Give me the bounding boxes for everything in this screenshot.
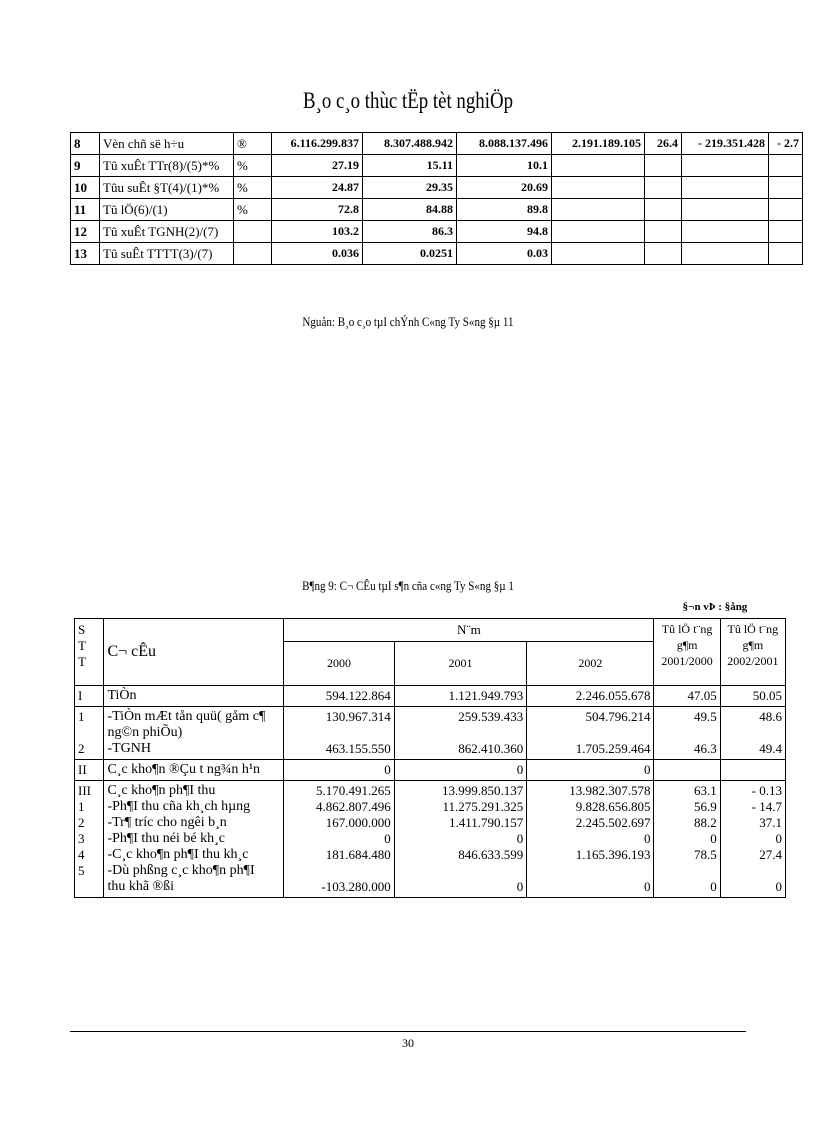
- table1-cell-v1: 27.19: [272, 155, 363, 177]
- cell-line: 27.4: [759, 847, 782, 862]
- cell-line: C¸c kho¶n ph¶I thu: [107, 783, 216, 798]
- table1-cell-v7: [769, 199, 803, 221]
- table-row: [71, 155, 803, 177]
- table2-header-row-1: [75, 619, 786, 642]
- cell-line: 862.410.360: [458, 741, 524, 756]
- growth1-header-line: Tû lÖ t¨ng: [661, 622, 713, 636]
- table1-cell-name: Tû xuÊt TGNH(2)/(7): [100, 221, 234, 243]
- table1-cell-v3: 20.69: [457, 177, 552, 199]
- table2-cell-g1: [654, 781, 720, 898]
- table1-cell-v2: 29.35: [363, 177, 457, 199]
- cell-line: 2: [78, 741, 85, 756]
- table1-cell-v1: 0.036: [272, 243, 363, 265]
- cell-line: [287, 725, 390, 741]
- table-row: [71, 221, 803, 243]
- table1-cell-v6: [682, 221, 769, 243]
- cell-line: [657, 725, 716, 741]
- cell-line: 4.862.807.496: [315, 799, 391, 814]
- cell-line: 13.982.307.578: [569, 783, 651, 798]
- cell-line: 1: [78, 799, 85, 814]
- cell-line: 2: [78, 815, 85, 830]
- table1-cell-v2: 15.11: [363, 155, 457, 177]
- cell-line: 594.122.864: [325, 688, 391, 703]
- table2-cell-y1: [284, 686, 394, 707]
- table1-cell-v4: [552, 221, 645, 243]
- stt-header-line: T: [78, 654, 86, 669]
- table1-cell-v3: 94.8: [457, 221, 552, 243]
- cell-line: 5: [78, 863, 85, 878]
- table1-cell-v7: [769, 221, 803, 243]
- table2-cell-name: [104, 781, 284, 898]
- cell-line: 0: [516, 831, 524, 846]
- indicator-table-body: [71, 133, 803, 265]
- cell-line: [724, 725, 782, 741]
- table2-cell-y3: [527, 686, 654, 707]
- table2-cell-stt: [75, 781, 104, 898]
- table1-cell-v4: [552, 199, 645, 221]
- cell-line: -103.280.000: [321, 879, 391, 894]
- cell-line: 78.5: [693, 847, 717, 862]
- table1-cell-v6: [682, 177, 769, 199]
- cell-line: 0: [775, 831, 782, 846]
- cell-line: 0: [516, 762, 524, 777]
- cell-line: 181.684.480: [325, 847, 391, 862]
- table2-cell-y3: [527, 760, 654, 781]
- cell-line: 2.245.502.697: [575, 815, 651, 830]
- table1-cell-v5: [645, 155, 682, 177]
- table2-cell-g2: [720, 760, 785, 781]
- stt-header-line: S: [78, 622, 86, 637]
- table1-cell-unit: ®: [234, 133, 272, 155]
- table1-cell-name: Vèn chñ së h÷u: [100, 133, 234, 155]
- cell-line: [657, 762, 716, 778]
- cell-line: 49.4: [759, 741, 782, 756]
- table-row: [71, 243, 803, 265]
- table1-cell-v4: [552, 155, 645, 177]
- cell-line: -Ph¶I thu néi bé kh¸c: [107, 831, 225, 846]
- table-row: [71, 199, 803, 221]
- cell-line: 1: [78, 709, 85, 724]
- cell-line: 88.2: [693, 815, 717, 830]
- cell-line: 463.155.550: [325, 741, 391, 756]
- page-number: 30: [402, 1036, 414, 1050]
- footer-divider: [70, 1031, 746, 1032]
- cell-line: [530, 863, 650, 879]
- cell-line: 0: [710, 831, 717, 846]
- cell-line: 63.1: [693, 783, 717, 798]
- table2-cell-name: [104, 686, 284, 707]
- table-row: [71, 133, 803, 155]
- year1-header: 2000: [284, 642, 394, 686]
- table2-cell-g1: [654, 686, 720, 707]
- growth2-header-line: Tû lÖ t¨ng: [727, 622, 779, 636]
- table1-cell-v4: [552, 177, 645, 199]
- table2-cell-y1: [284, 760, 394, 781]
- cell-line: 37.1: [759, 815, 782, 830]
- cell-line: 2.246.055.678: [575, 688, 651, 703]
- table1-cell-v1: 6.116.299.837: [272, 133, 363, 155]
- table2-cell-g2: [720, 781, 785, 898]
- table1-cell-v6: - 219.351.428: [682, 133, 769, 155]
- stt-header: [75, 619, 104, 686]
- unit-note: §¬n vÞ : §ång: [682, 601, 748, 613]
- asset-structure-table-body: [75, 619, 786, 898]
- table1-cell-v3: 8.088.137.496: [457, 133, 552, 155]
- cell-line: - 0.13: [751, 783, 782, 798]
- cell-line: -Dù phßng c¸c kho¶n ph¶I: [107, 863, 255, 878]
- table1-cell-name: Tû xuÊt TTr(8)/(5)*%: [100, 155, 234, 177]
- table-row: [75, 707, 786, 760]
- years-group-header: N¨m: [284, 619, 654, 642]
- cell-line: 0: [643, 762, 651, 777]
- cell-line: 1.121.949.793: [448, 688, 524, 703]
- cell-line: [724, 863, 782, 879]
- table1-cell-v7: - 2.7: [769, 133, 803, 155]
- table1-cell-idx: 9: [71, 155, 100, 177]
- table2-cell-y3: [527, 781, 654, 898]
- table1-cell-v6: [682, 199, 769, 221]
- cell-line: 0: [384, 831, 391, 846]
- cell-line: -Tr¶ tríc cho ngêi b¸n: [107, 815, 227, 830]
- cell-line: [78, 879, 100, 895]
- growth1-header-line: g¶m: [676, 638, 698, 652]
- table1-cell-v5: [645, 177, 682, 199]
- table2-cell-name: [104, 707, 284, 760]
- cell-line: 1.165.396.193: [575, 847, 651, 862]
- table2-cell-y2: [394, 686, 527, 707]
- cell-line: [530, 725, 650, 741]
- table1-cell-name: Tû lÖ(6)/(1): [100, 199, 234, 221]
- table2-caption: B¶ng 9: C¬ CÊu tµI s¶n cña c«ng Ty S«ng §µ 1: [302, 578, 514, 593]
- cell-line: 4: [78, 847, 85, 862]
- cell-line: -C¸c kho¶n ph¶I thu kh¸c: [107, 847, 249, 862]
- cell-line: 11.275.291.325: [442, 799, 524, 814]
- table2-cell-y2: [394, 781, 527, 898]
- table1-cell-v6: [682, 155, 769, 177]
- cell-line: 0: [643, 879, 651, 894]
- cell-line: 49.5: [693, 709, 717, 724]
- growth1-header-line: 2001/2000: [661, 654, 713, 668]
- table2-cell-stt: [75, 760, 104, 781]
- cell-line: 56.9: [693, 799, 717, 814]
- growth1-header: [654, 619, 720, 686]
- cell-line: TiÒn: [107, 688, 137, 703]
- table1-cell-idx: 11: [71, 199, 100, 221]
- table1-cell-v3: 10.1: [457, 155, 552, 177]
- cell-line: 48.6: [759, 709, 782, 724]
- table2-cell-g1: [654, 760, 720, 781]
- table1-cell-unit: %: [234, 177, 272, 199]
- table2-cell-y1: [284, 781, 394, 898]
- table-row: [75, 760, 786, 781]
- table2-cell-name: [104, 760, 284, 781]
- cell-line: ng©n phiÕu): [107, 725, 183, 740]
- table1-cell-name: Tûu suÊt §T(4)/(1)*%: [100, 177, 234, 199]
- growth2-header-line: g¶m: [742, 638, 764, 652]
- table1-cell-v5: [645, 243, 682, 265]
- cell-line: 46.3: [693, 741, 717, 756]
- cell-line: 0: [643, 831, 651, 846]
- cell-line: [657, 863, 716, 879]
- table1-cell-v1: 72.8: [272, 199, 363, 221]
- table2-cell-y2: [394, 707, 527, 760]
- table1-cell-v4: 2.191.189.105: [552, 133, 645, 155]
- table1-cell-v6: [682, 243, 769, 265]
- cell-line: 3: [78, 831, 85, 846]
- table1-cell-v2: 86.3: [363, 221, 457, 243]
- cell-line: 259.539.433: [458, 709, 524, 724]
- cell-line: I: [78, 688, 83, 703]
- page-header-title: B¸o c¸o thùc tËp tèt nghiÖp: [302, 88, 514, 113]
- table2-cell-g2: [720, 707, 785, 760]
- table1-cell-v3: 89.8: [457, 199, 552, 221]
- table1-cell-name: Tû suÊt TTTT(3)/(7): [100, 243, 234, 265]
- table2-cell-y2: [394, 760, 527, 781]
- table1-cell-v5: [645, 199, 682, 221]
- table-row: [75, 781, 786, 898]
- table1-cell-v5: [645, 221, 682, 243]
- cell-line: 1.411.790.157: [448, 815, 524, 830]
- cell-line: 0: [384, 762, 391, 777]
- table1-cell-v5: 26.4: [645, 133, 682, 155]
- table1-cell-v1: 24.87: [272, 177, 363, 199]
- table2-cell-g1: [654, 707, 720, 760]
- cell-line: -Ph¶I thu cña kh¸ch hµng: [107, 799, 251, 814]
- cell-line: [398, 725, 524, 741]
- cell-line: [287, 863, 390, 879]
- table1-cell-unit: %: [234, 155, 272, 177]
- cell-line: III: [78, 783, 91, 798]
- stt-header-line: T: [78, 638, 86, 653]
- table1-cell-idx: 12: [71, 221, 100, 243]
- table1-cell-v3: 0.03: [457, 243, 552, 265]
- cell-line: 0: [516, 879, 524, 894]
- cell-line: 0: [775, 879, 782, 894]
- table2-cell-y3: [527, 707, 654, 760]
- table1-cell-v2: 8.307.488.942: [363, 133, 457, 155]
- cell-line: 167.000.000: [325, 815, 391, 830]
- cell-line: 9.828.656.805: [575, 799, 651, 814]
- cell-line: 13.999.850.137: [441, 783, 524, 798]
- table-row: [75, 686, 786, 707]
- indicator-header: C¬ cÊu: [104, 619, 284, 686]
- table1-cell-unit: %: [234, 199, 272, 221]
- table1-cell-unit: [234, 221, 272, 243]
- cell-line: 846.633.599: [458, 847, 524, 862]
- table1-cell-unit: [234, 243, 272, 265]
- cell-line: [398, 863, 524, 879]
- cell-line: C¸c kho¶n ®Çu t ng¾n h¹n: [107, 762, 261, 777]
- cell-line: 5.170.491.265: [315, 783, 391, 798]
- cell-line: [724, 762, 782, 778]
- cell-line: thu khã ®ßi: [107, 879, 175, 894]
- table2-cell-y1: [284, 707, 394, 760]
- table1-cell-idx: 10: [71, 177, 100, 199]
- table1-cell-v7: [769, 243, 803, 265]
- table2-cell-g2: [720, 686, 785, 707]
- cell-line: 130.967.314: [325, 709, 391, 724]
- asset-structure-table: [74, 618, 786, 898]
- table1-cell-v7: [769, 155, 803, 177]
- cell-line: 0: [710, 879, 717, 894]
- source-note: Nguån: B¸o c¸o tµI chÝnh C«ng Ty S«ng §µ 11: [302, 314, 514, 329]
- indicator-table: [70, 132, 803, 265]
- cell-line: II: [78, 762, 87, 777]
- cell-line: 50.05: [752, 688, 782, 703]
- table2-cell-stt: [75, 686, 104, 707]
- table1-cell-v4: [552, 243, 645, 265]
- growth2-header: [720, 619, 785, 686]
- cell-line: [78, 725, 100, 741]
- cell-line: 504.796.214: [585, 709, 651, 724]
- growth2-header-line: 2002/2001: [727, 654, 779, 668]
- table1-cell-idx: 13: [71, 243, 100, 265]
- table-row: [71, 177, 803, 199]
- table1-cell-v7: [769, 177, 803, 199]
- year2-header: 2001: [394, 642, 527, 686]
- cell-line: 47.05: [687, 688, 717, 703]
- cell-line: -TiÒn mÆt tån quü( gåm c¶: [107, 709, 266, 724]
- table1-cell-v1: 103.2: [272, 221, 363, 243]
- cell-line: -TGNH: [107, 741, 151, 756]
- table2-cell-stt: [75, 707, 104, 760]
- table1-cell-v2: 84.88: [363, 199, 457, 221]
- cell-line: 1.705.259.464: [575, 741, 651, 756]
- table1-cell-v2: 0.0251: [363, 243, 457, 265]
- year3-header: 2002: [527, 642, 654, 686]
- table1-cell-idx: 8: [71, 133, 100, 155]
- cell-line: - 14.7: [751, 799, 782, 814]
